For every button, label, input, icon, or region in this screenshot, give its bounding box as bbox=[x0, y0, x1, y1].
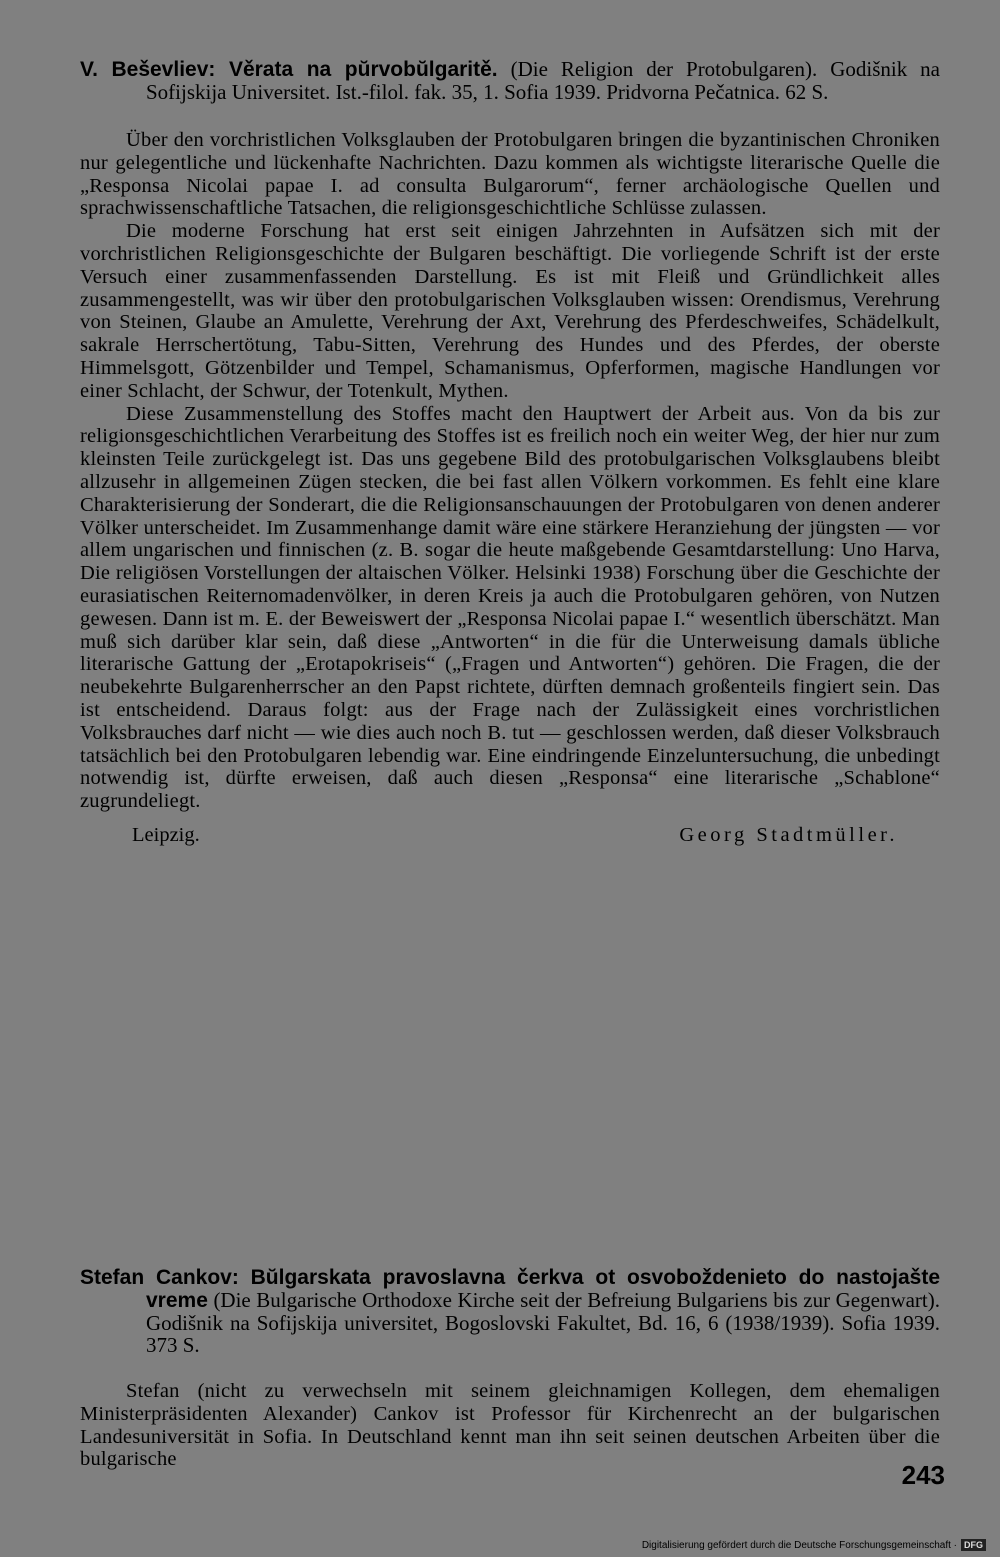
dfg-logo: DFG bbox=[961, 1539, 986, 1551]
page-content bbox=[80, 57, 941, 1471]
signature-reviewer: Georg Stadtmüller. bbox=[679, 823, 898, 846]
review-heading: Stefan Cankov: Bŭlgarskata pravoslavna čerkva ot osvoboždenieto do nastojašte vreme (Die Bulgarische Orthodoxe Kirche seit der Befreiung Bulgariens bis zur Gegenwart). Godišnik na Sofijskija universitet, Bogoslovski Fakultet, Bd. 16, 6 (1938/1939). Sofia 1939. 373 S. bbox=[80, 1266, 941, 1357]
digitization-footer bbox=[642, 1539, 986, 1551]
review-bibliography: (Die Religion der Protobulgaren). Godišnik na Sofijskija Universitet. Ist.-filol. fak. 35, 1. Sofia 1939. Pridvorna Pečatnica. 62 S. bbox=[146, 57, 941, 104]
review-signature bbox=[80, 823, 940, 847]
review-paragraph: Diese Zusammenstellung des Stoffes macht den Hauptwert der Arbeit aus. Von da bis zur religionsgeschichtlichen Verarbeitung des Stoffes ist es freilich noch ein weiter Weg, der hier nur zum kleinsten Teile zurückgelegt ist. Das uns gegebene Bild des protobulgarischen Volksglaubens bleibt allzusehr in allgemeinen Zügen stecken, die bei fast allen Völkern vorkommen. Es fehlt eine klare Charakterisierung der Sonderart, die die Religionsanschauungen der Protobulgaren von denen anderer Völker unterscheidet. Im Zusammenhange damit wäre eine stärkere Heranziehung der jüngsten — vor allem ungarischen und finnischen (z. B. sogar die heute maßgebende Gesamtdarstellung: Uno Harva, Die religiösen Vorstellungen der altaischen Völker. Helsinki 1938) Forschung über die Geschichte der eurasiatischen Reiternomadenvölker, in deren Kreis ja auch die Protobulgaren gehören, von Nutzen gewesen. Dann ist m. E. der Beweiswert der „Responsa Nicolai papae I.“ wesentlich überschätzt. Man muß sich darüber klar sein, daß diese „Antworten“ in die für die Unterweisung damals übliche literarische Gattung der „Erotapokriseis“ („Fragen und Antworten“) gehören. Die Fragen, die der neubekehrte Bulgarenherrscher an den Papst richtete, dürften demnach großenteils fingiert sein. Das ist entscheidend. Daraus folgt: aus der Frage nach der Zulässigkeit eines vorchristlichen Volksbrauches darf nicht — wie dies auch noch B. tut — geschlossen werden, daß dieser Volksbrauch tatsächlich bei den Protobulgaren lebendig war. Eine eindringende Einzeluntersuchung, die unbedingt notwendig ist, dürfte erweisen, daß auch diesen „Responsa“ eine literarische „Schablone“ zugrundeliegt. bbox=[80, 402, 940, 813]
footer-text: Digitalisierung gefördert durch die Deutsche Forschungsgemeinschaft · bbox=[641, 1539, 957, 1551]
second-review bbox=[80, 1266, 940, 1471]
page-number: 243 bbox=[901, 1460, 945, 1490]
review-paragraph: Stefan (nicht zu verwechseln mit seinem gleichnamigen Kollegen, dem ehemaligen Ministerpräsidenten Alexander) Cankov ist Professor für Kirchenrecht an der bulgarischen Landesuniversität in Sofia. In Deutschland kennt man ihn seit seinen deutschen Arbeiten über die bulgarische bbox=[80, 1380, 940, 1471]
review-paragraph: Die moderne Forschung hat erst seit einigen Jahrzehnten in Aufsätzen sich mit der vorchristlichen Religionsgeschichte der Bulgaren beschäftigt. Die vorliegende Schrift ist der erste Versuch einer zusammenfassenden Darstellung. Es ist mit Fleiß und Gründlichkeit alles zusammengestellt, was wir über den protobulgarischen Volksglauben wissen: Orendismus, Verehrung von Steinen, Glaube an Amulette, Verehrung der Axt, Verehrung des Pferdeschweifes, Schädelkult, sakrale Herrschertötung, Tabu-Sitten, Verehrung des Hundes und des Pferdes, der oberste Himmelsgott, Götzenbilder und Tempel, Schamanismus, Opferformen, magische Handlungen vor einer Schlacht, der Schwur, der Totenkult, Mythen. bbox=[80, 220, 940, 402]
review-heading: V. Beševliev: Věrata na pŭrvobŭlgaritě. (Die Religion der Protobulgaren). Godišnik na Sofijskija Universitet. Ist.-filol. fak. 35, 1. Sofia 1939. Pridvorna Pečatnica. 62 S. bbox=[80, 57, 941, 104]
review-bibliography: (Die Bulgarische Orthodoxe Kirche seit der Befreiung Bulgariens bis zur Gegenwart). Godišnik na Sofijskija universitet, Bogoslovski Fakultet, Bd. 16, 6 (1938/1939). Sofia 1939. 373 S. bbox=[146, 1288, 941, 1357]
signature-place: Leipzig. bbox=[132, 823, 200, 846]
review-book-title: Bŭlgarskata pravoslavna čerkva ot osvoboždenieto do nastojašte vreme bbox=[146, 1266, 940, 1312]
review-paragraph: Über den vorchristlichen Volksglauben der Protobulgaren bringen die byzantinischen Chroniken nur gelegentliche und lückenhafte Nachrichten. Dazu kommen als wichtigste literarische Quelle die „Responsa Nicolai papae I. ad consulta Bulgarorum“, ferner archäologische Quellen und sprachwissenschaftliche Tatsachen, die religionsgeschichtliche Schlüsse zulassen. bbox=[80, 129, 940, 220]
review-author: V. Beševliev bbox=[80, 58, 209, 81]
review-author: Stefan Cankov bbox=[80, 1266, 232, 1289]
review-book-title: Věrata na pŭrvobŭlgaritě. bbox=[228, 58, 498, 81]
